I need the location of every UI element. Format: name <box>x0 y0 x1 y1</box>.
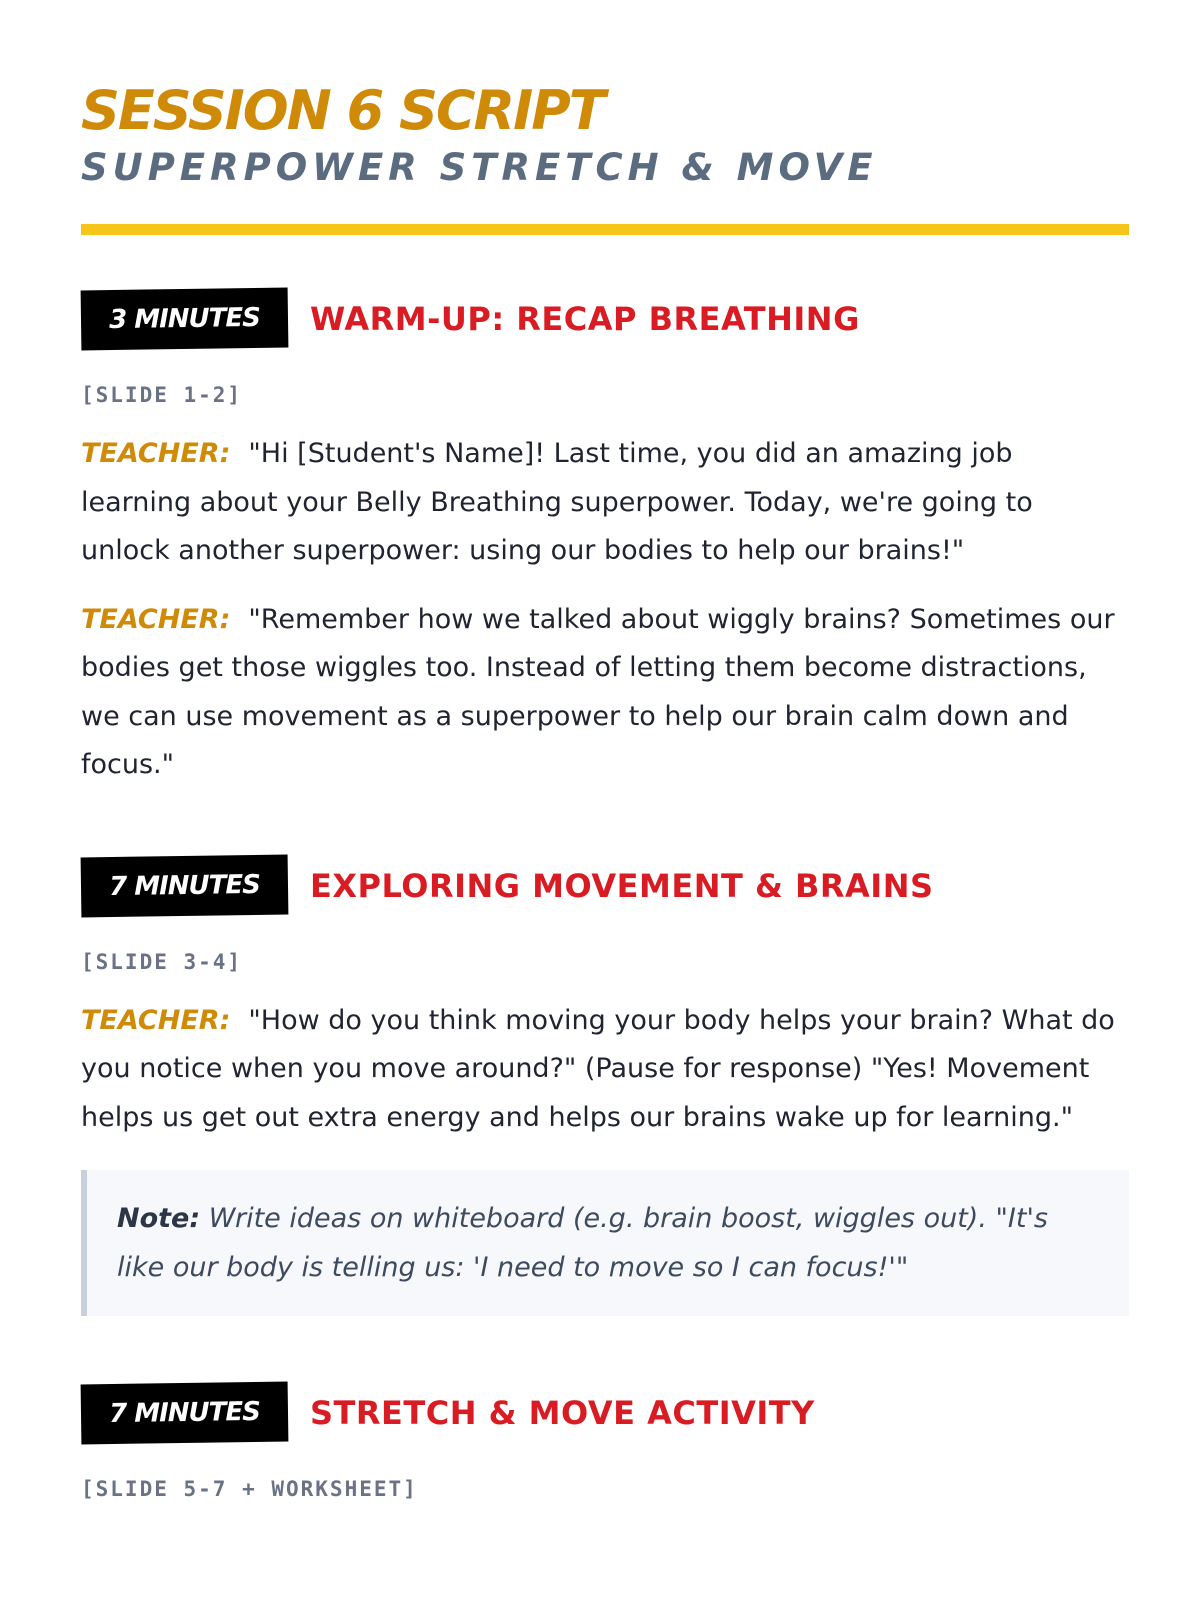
teacher-note <box>81 1170 1129 1316</box>
duration-badge: 7 MINUTES <box>81 854 289 917</box>
section-exploring-movement <box>81 853 1129 1317</box>
script-paragraph <box>81 430 1129 576</box>
note-text: Write ideas on whiteboard (e.g. brain boost, wiggles out). "It's like our body is telling us: 'I need to move so I can focus!'" <box>117 1203 1048 1283</box>
section-stretch-move <box>81 1380 1129 1504</box>
speaker-label: TEACHER: <box>81 1004 231 1036</box>
slide-reference: [SLIDE 5-7 + WORKSHEET] <box>81 1477 418 1501</box>
dialogue-text: "How do you think moving your body helps your brain? What do you notice when you move around?" (Pause for response) "Yes! Movement helps us get out extra energy and helps our brains wake up for learning." <box>81 1004 1115 1133</box>
speaker-label: TEACHER: <box>81 438 231 469</box>
duration-badge: 3 MINUTES <box>81 288 289 351</box>
duration-badge: 7 MINUTES <box>81 1382 289 1445</box>
document-content <box>81 78 1129 1504</box>
section-warm-up <box>81 286 1129 790</box>
section-title: EXPLORING MOVEMENT & BRAINS <box>310 866 934 905</box>
page-subtitle: SUPERPOWER STRETCH & MOVE <box>81 146 878 189</box>
slide-reference: [SLIDE 1-2] <box>81 383 243 407</box>
note-label: Note: <box>117 1203 201 1234</box>
header-divider <box>81 224 1129 235</box>
page-title: SESSION 6 SCRIPT <box>81 79 604 142</box>
section-title: STRETCH & MOVE ACTIVITY <box>310 1394 815 1432</box>
script-paragraph <box>81 997 1129 1143</box>
dialogue-text: "Hi [Student's Name]! Last time, you did an amazing job learning about your Belly Breathing superpower. Today, we're going to unlock another superpower: using our bodies to help our brains!" <box>81 438 1033 566</box>
dialogue-text: "Remember how we talked about wiggly brains? Sometimes our bodies get those wiggles too. Instead of letting them become distractions, we can use movement as a superpower to help our brain calm down and focus." <box>81 603 1115 780</box>
speaker-label: TEACHER: <box>81 603 231 635</box>
section-title: WARM-UP: RECAP BREATHING <box>310 300 860 338</box>
slide-reference: [SLIDE 3-4] <box>81 949 243 974</box>
script-paragraph <box>81 596 1129 790</box>
section-header <box>81 1380 1129 1446</box>
section-header <box>81 853 1129 919</box>
section-header <box>81 286 1129 352</box>
